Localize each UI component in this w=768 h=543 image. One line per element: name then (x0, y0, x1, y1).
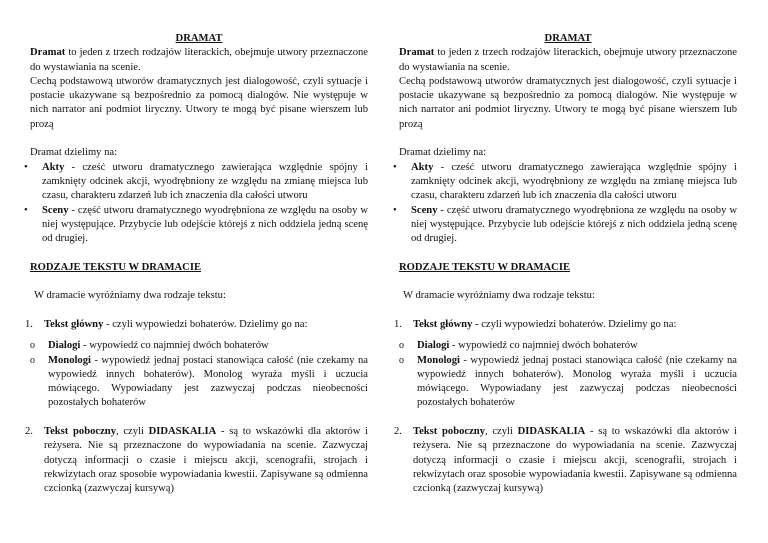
division-intro: Dramat dzielimy na: (30, 147, 118, 159)
sub-term: Monologi (417, 354, 460, 366)
division-text: - część utworu dramatycznego wyodrębniona ze względu na osoby w niej występujące. Przybycie lub odejście którejś z nich oddziela jedną scenę od drugiej. (42, 204, 368, 245)
item-term-2: DIDASKALIA (148, 426, 217, 438)
list-item (30, 354, 368, 411)
feature-paragraph: Cechą podstawową utworów dramatycznych jest dialogowość, czyli sytuacje i postacie ukazywane są bezpośrednio za pomocą dialogów. Nie występuje w nich narrator ani podmiot liryczny. Utwory te mogą być pisane wierszem lub prozą (30, 75, 368, 130)
intro-paragraph (30, 46, 368, 75)
division-term: Sceny (411, 204, 438, 216)
section-intro: W dramacie wyróżniamy dwa rodzaje tekstu: (34, 290, 226, 302)
sub-text: - wypowiedź jednaj postaci stanowiąca całość (nie czekamy na wypowiedź innych bohaterów). Monolog wyraża myśli i uczucia mówiącego. Wypowiadany jest zazwyczaj podczas nieobecności pozostałych bohaterów (417, 354, 737, 409)
list-item (30, 161, 368, 204)
division-text: - cześć utworu dramatycznego zawierająca względnie spójny i zamknięty odcinek akcji, wyodrębniony ze względu na zmianę miejsca lub czasu, charakteru zdarzeń lub ich znaczenia dla całości utworu (411, 161, 737, 202)
document-title: DRAMAT (544, 33, 592, 44)
item-term: Tekst główny (413, 318, 473, 330)
division-term: Akty (411, 161, 434, 173)
division-list (30, 161, 368, 247)
numbered-item (25, 425, 368, 496)
document-column-right (394, 32, 737, 497)
item-number: 2. (25, 426, 33, 438)
document-column-left (25, 32, 368, 497)
item-term: Tekst główny (44, 318, 104, 330)
division-term: Akty (42, 161, 65, 173)
sub-term: Monologi (48, 354, 91, 366)
sub-term: Dialogi (417, 340, 450, 352)
sub-list (399, 339, 737, 410)
item-text-pre: , czyli (485, 426, 518, 438)
item-text-pre: , czyli (116, 426, 149, 438)
item-text: - są to wskazówki dla aktorów i reżysera. Nie są przeznaczone do wypowiadania na scenie. Zazwyczaj dotyczą informacji o czasie i miejscu akcji, scenografii, strojach i rekwizytach oraz sposobie wypowiadania kwestii. Zapisywane są odmienna czcionką (zazwyczaj kursywą) (413, 426, 737, 495)
item-number: 1. (394, 318, 402, 330)
sub-list (30, 339, 368, 410)
item-text: - czyli wypowiedzi bohaterów. Dzielimy go na: (103, 318, 308, 330)
division-text: - cześć utworu dramatycznego zawierająca względnie spójny i zamknięty odcinek akcji, wyodrębniony ze względu na zmianę miejsca lub czasu, charakteru zdarzeń lub ich znaczenia dla całości utworu (42, 161, 368, 202)
list-item (399, 161, 737, 204)
numbered-item (394, 425, 737, 496)
intro-term: Dramat (30, 47, 66, 59)
list-item (30, 204, 368, 247)
intro-term: Dramat (399, 47, 435, 59)
sub-text: - wypowiedź co najmniej dwóch bohaterów (80, 340, 269, 352)
division-text: - część utworu dramatycznego wyodrębniona ze względu na osoby w niej występujące. Przybycie lub odejście którejś z nich oddziela jedną scenę od drugiej. (411, 204, 737, 245)
item-text: - są to wskazówki dla aktorów i reżysera. Nie są przeznaczone do wypowiadania na scenie. Zazwyczaj dotyczą informacji o czasie i miejscu akcji, scenografii, strojach i rekwizytach oraz sposobie wypowiadania kwestii. Zapisywane są odmienna czcionką (zazwyczaj kursywą) (44, 426, 368, 495)
item-term: Tekst poboczny (413, 426, 485, 438)
division-term: Sceny (42, 204, 69, 216)
item-number: 2. (394, 426, 402, 438)
list-item (30, 339, 368, 353)
division-intro: Dramat dzielimy na: (399, 147, 487, 159)
sub-text: - wypowiedź jednaj postaci stanowiąca całość (nie czekamy na wypowiedź innych bohaterów). Monolog wyraża myśli i uczucia mówiącego. Wypowiadany jest zazwyczaj podczas nieobecności pozostałych bohaterów (48, 354, 368, 409)
list-item (399, 339, 737, 353)
intro-text: to jeden z trzech rodzajów literackich, obejmuje utwory przeznaczone do wystawiania na scenie. (399, 47, 737, 73)
section-intro: W dramacie wyróżniamy dwa rodzaje tekstu: (403, 290, 595, 302)
item-term-2: DIDASKALIA (517, 426, 586, 438)
list-item (399, 354, 737, 411)
document-title: DRAMAT (175, 33, 223, 44)
sub-term: Dialogi (48, 340, 81, 352)
item-term: Tekst poboczny (44, 426, 116, 438)
division-list (399, 161, 737, 247)
sub-text: - wypowiedź co najmniej dwóch bohaterów (449, 340, 638, 352)
numbered-item (25, 318, 368, 332)
section-heading: RODZAJE TEKSTU W DRAMACIE (30, 261, 202, 273)
item-text: - czyli wypowiedzi bohaterów. Dzielimy go na: (472, 318, 677, 330)
feature-paragraph: Cechą podstawową utworów dramatycznych jest dialogowość, czyli sytuacje i postacie ukazywane są bezpośrednio za pomocą dialogów. Nie występuje w nich narrator ani podmiot liryczny. Utwory te mogą być pisane wierszem lub prozą (399, 75, 737, 130)
intro-paragraph (399, 46, 737, 75)
list-item (399, 204, 737, 247)
section-heading: RODZAJE TEKSTU W DRAMACIE (399, 261, 571, 273)
intro-text: to jeden z trzech rodzajów literackich, obejmuje utwory przeznaczone do wystawiania na scenie. (30, 47, 368, 73)
numbered-item (394, 318, 737, 332)
item-number: 1. (25, 318, 33, 330)
